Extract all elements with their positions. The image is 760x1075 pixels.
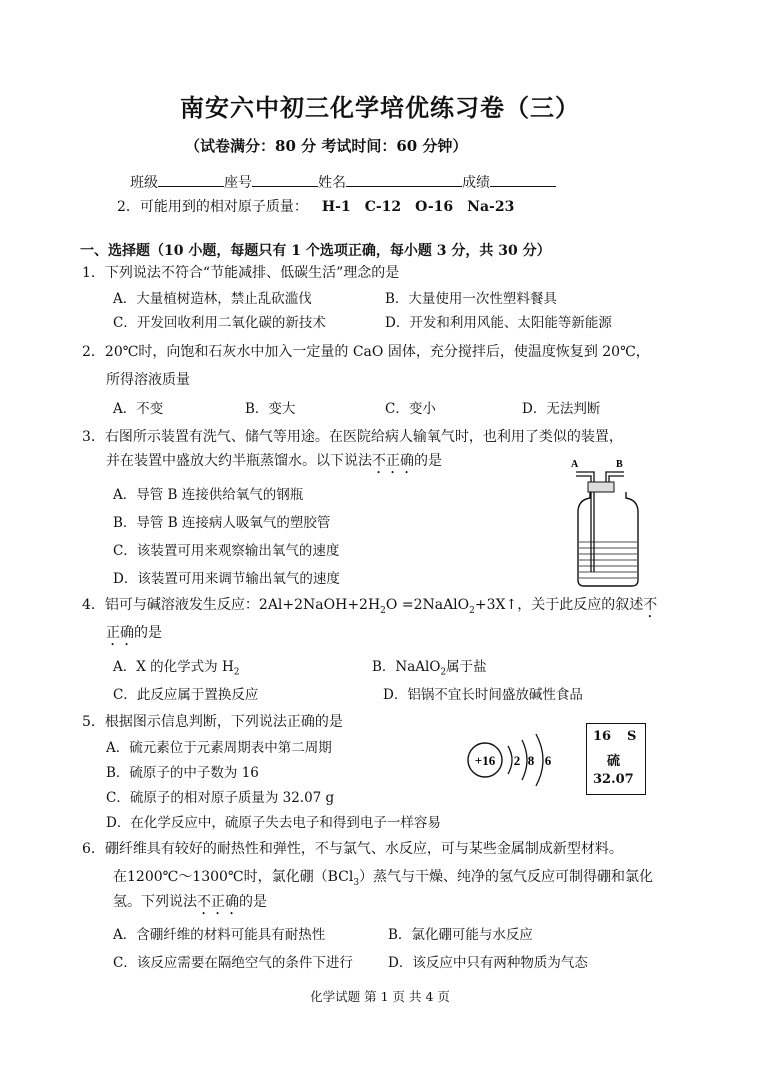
element-name: 硫	[607, 754, 621, 769]
seat-blank[interactable]	[252, 172, 318, 187]
score-label: 成绩	[462, 175, 490, 191]
question-2-stem-cont: 所得溶液质量	[106, 372, 190, 388]
q6-option-a[interactable]: A．含硼纤维的材料可能具有耐热性	[113, 927, 326, 943]
class-label: 班级	[130, 175, 158, 191]
q1-option-a[interactable]: A．大量植树造林，禁止乱砍滥伐	[113, 291, 312, 307]
q5-option-d[interactable]: D．在化学反应中，硫原子失去电子和得到电子一样容易	[106, 815, 441, 831]
exam-subtitle: （试卷满分：80 分 考试时间：60 分钟）	[185, 137, 468, 155]
atomic-number: 16	[593, 729, 612, 744]
name-blank[interactable]	[346, 172, 462, 187]
nucleus-charge: +16	[474, 753, 496, 768]
tube-a-label: A	[571, 459, 579, 470]
shell-2-electrons: 8	[527, 753, 535, 768]
question-1-stem: 1．下列说法不符合“节能减排、低碳生活”理念的是	[82, 265, 400, 281]
name-label: 姓名	[318, 175, 346, 191]
q6-option-c[interactable]: C．该反应需要在隔绝空气的条件下进行	[113, 955, 353, 971]
question-4-stem: 4．铝可与碱溶液发生反应：$2Al+2NaOH+2H_2O$ =2NaAlO$_2$+3X↑，关于此反应的叙述不	[82, 597, 658, 616]
q4-option-b[interactable]: B．NaAlO$_2$属于盐	[372, 659, 487, 678]
q4-option-c[interactable]: C．此反应属于置换反应	[113, 687, 259, 703]
q6-option-d[interactable]: D．该反应中只有两种物质为气态	[388, 955, 588, 971]
q2-option-a[interactable]: A．不变	[113, 401, 164, 417]
q1-option-d[interactable]: D．开发和利用风能、太阳能等新能源	[385, 315, 612, 331]
class-blank[interactable]	[158, 172, 224, 187]
question-5-stem: 5．根据图示信息判断，下列说法正确的是	[82, 714, 343, 730]
gas-washing-bottle-diagram	[566, 452, 650, 588]
atomic-mass: 32.07	[593, 772, 634, 787]
question-4-stem-cont: 正确的是	[106, 625, 162, 641]
q5-option-a[interactable]: A．硫元素位于元素周期表中第二周期	[106, 740, 332, 756]
mass-h: H-1	[321, 199, 351, 215]
q1-option-c[interactable]: C．开发回收利用二氧化碳的新技术	[113, 315, 326, 331]
q2-option-b[interactable]: B．变大	[245, 401, 296, 417]
question-6-stem-cont2: 氢。下列说法不正确的是	[113, 894, 267, 910]
element-symbol: S	[627, 729, 637, 744]
q3-option-c[interactable]: C．该装置可用来观察输出氧气的速度	[113, 543, 340, 559]
shell-3-electrons: 6	[544, 753, 552, 768]
atomic-masses: 2．可能用到的相对原子质量： H-1 C-12 O-16 Na-23	[117, 199, 515, 215]
q3-option-b[interactable]: B．导管 B 连接病人吸氧气的塑胶管	[113, 515, 331, 531]
q4-option-d[interactable]: D．铝锅不宜长时间盛放碱性食品	[383, 687, 583, 703]
mass-na: Na-23	[467, 199, 515, 215]
seat-label: 座号	[224, 175, 252, 191]
shell-1-electrons: 2	[513, 753, 521, 768]
sulfur-atom-structure-diagram	[462, 730, 572, 790]
page-title: 南安六中初三化学培优练习卷（三）	[180, 93, 580, 122]
score-blank[interactable]	[490, 172, 556, 187]
q5-option-b[interactable]: B．硫原子的中子数为 16	[106, 765, 259, 781]
mass-o: O-16	[415, 199, 454, 215]
q5-option-c[interactable]: C．硫原子的相对原子质量为 32.07 g	[106, 790, 335, 806]
q6-option-b[interactable]: B．氯化硼可能与水反应	[388, 927, 533, 943]
q2-option-c[interactable]: C．变小	[385, 401, 436, 417]
question-3-stem-cont: 并在装置中盛放大约半瓶蒸馏水。以下说法不正确的是	[106, 453, 442, 469]
question-2-stem: 2．20℃时，向饱和石灰水中加入一定量的 CaO 固体，充分搅拌后，使温度恢复到 20℃，	[82, 344, 650, 360]
q1-option-b[interactable]: B．大量使用一次性塑料餐具	[385, 291, 557, 307]
q2-option-d[interactable]: D．无法判断	[522, 401, 601, 417]
section-heading: 一、选择题（10 小题，每题只有 1 个选项正确，每小题 3 分，共 30 分）	[80, 243, 551, 259]
mass-c: C-12	[364, 199, 402, 215]
page-footer: 化学试题 第 1 页 共 4 页	[310, 989, 450, 1004]
question-6-stem-cont: 在1200℃～1300℃时，氯化硼（BCl$_3$）蒸气与干燥、纯净的氢气反应可制得硼和氯化	[113, 869, 654, 888]
periodic-table-cell-sulfur	[586, 723, 646, 795]
question-6-stem: 6．硼纤维具有较好的耐热性和弹性，不与氯气、水反应，可与某些金属制成新型材料。	[82, 841, 623, 857]
q3-option-a[interactable]: A．导管 B 连接供给氧气的钢瓶	[113, 487, 304, 503]
q3-option-d[interactable]: D．该装置可用来调节输出氧气的速度	[113, 571, 340, 587]
q4-option-a[interactable]: A．X 的化学式为 $H_2$	[113, 659, 240, 678]
student-info-line	[130, 172, 556, 192]
question-3-stem: 3．右图所示装置有洗气、储气等用途。在医院给病人输氧气时，也利用了类似的装置，	[82, 429, 623, 445]
tube-b-label: B	[616, 459, 623, 470]
